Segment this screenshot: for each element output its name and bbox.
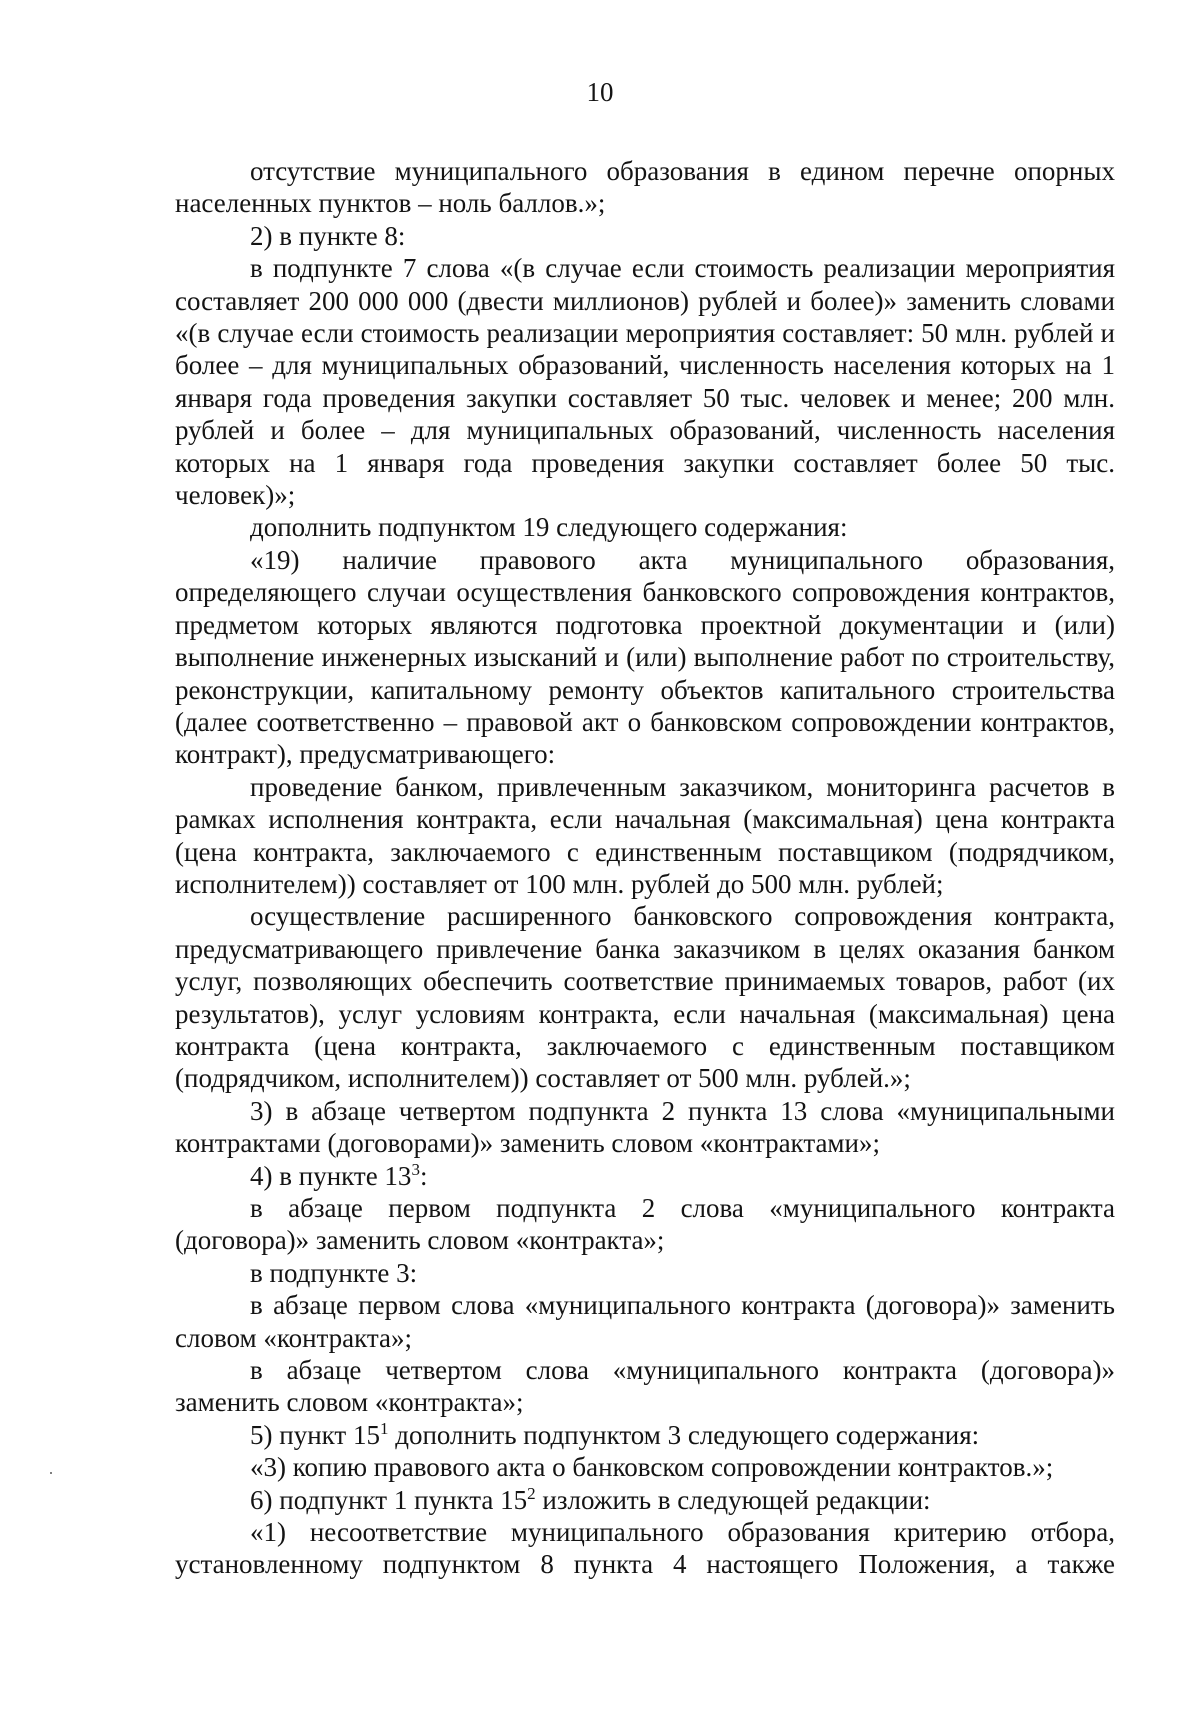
paragraph-with-superscript [175, 1160, 1115, 1192]
scan-speck [50, 1472, 52, 1474]
paragraph-text-after: изложить в следующей редакции: [535, 1484, 931, 1515]
paragraph: в абзаце первом слова «муниципального контракта (договора)» заменить словом «контракта»; [175, 1290, 1115, 1353]
paragraph: «3) копию правового акта о банковском сопровождении контрактов.»; [250, 1452, 1054, 1483]
paragraph-text-after: : [419, 1160, 428, 1191]
paragraph: 3) в абзаце четвертом подпункта 2 пункта 13 слова «муниципальными контрактами (договорами)» заменить словом «контрактами»; [175, 1095, 1115, 1159]
paragraph: в абзаце первом подпункта 2 слова «муниципального контракта (договора)» заменить словом «контракта»; [175, 1193, 1115, 1256]
paragraph: отсутствие муниципального образования в едином перечне опорных населенных пунктов – ноль баллов.»; [175, 156, 1115, 219]
paragraph: в подпункте 7 слова «(в случае если стоимость реализации мероприятия составляет 200 000 000 (двести миллионов) рублей и более)» заменить словами «(в случае если стоимость реализации мероприятия составляет: 50 млн. рублей и более – для муниципальных образований, численность населения которых на 1 января года проведения закупки составляет 50 тыс. человек и менее; 200 млн. рублей и более – для муниципальных образований, численность населения которых на 1 января года проведения закупки составляет более 50 тыс. человек)»; [175, 253, 1115, 511]
paragraph-text: 6) подпункт 1 пункта 15 [250, 1484, 528, 1515]
paragraph-text-after: дополнить подпунктом 3 следующего содержания: [388, 1419, 980, 1450]
paragraph-text: 5) пункт 15 [250, 1419, 380, 1450]
paragraph-with-superscript [175, 1484, 1115, 1516]
paragraph: осуществление расширенного банковского сопровождения контракта, предусматривающего привлечение банка заказчиком в целях оказания банком услуг, позволяющих обеспечить соответствие принимаемых товаров, работ (их результатов), услуг условиям контракта, если начальная (максимальная) цена контракта (цена контракта, заключаемого с единственным поставщиком (подрядчиком, исполнителем)) составляет от 500 млн. рублей.»; [175, 901, 1115, 1094]
paragraph: в абзаце четвертом слова «муниципального контракта (договора)» заменить словом «контракта»; [175, 1355, 1115, 1418]
paragraph: «19) наличие правового акта муниципального образования, определяющего случаи осуществления банковского сопровождения контрактов, предметом которых являются подготовка проектной документации и (или) выполнение инженерных изысканий и (или) выполнение работ по строительству, реконструкции, капитальному ремонту объектов капитального строительства (далее соответственно – правовой акт о банковском сопровождении контрактов, контракт), предусматривающего: [175, 544, 1115, 770]
paragraph-text: 4) в пункте 13 [250, 1160, 412, 1191]
superscript: 3 [411, 1159, 420, 1179]
paragraph-with-superscript [175, 1419, 1115, 1451]
superscript: 2 [527, 1483, 536, 1503]
paragraph: проведение банком, привлеченным заказчиком, мониторинга расчетов в рамках исполнения контракта, если начальная (максимальная) цена контракта (цена контракта, заключаемого с единственным поставщиком (подрядчиком, исполнителем)) составляет от 100 млн. рублей до 500 млн. рублей; [175, 771, 1115, 899]
document-body [175, 155, 1115, 1581]
paragraph: 2) в пункте 8: [250, 220, 406, 251]
paragraph: «1) несоответствие муниципального образования критерию отбора, установленному подпунктом 8 пункта 4 настоящего Положения, а также [175, 1517, 1115, 1580]
page-number: 10 [586, 77, 614, 107]
paragraph: в подпункте 3: [250, 1257, 418, 1288]
superscript: 1 [379, 1418, 389, 1438]
paragraph: дополнить подпунктом 19 следующего содержания: [250, 512, 848, 543]
